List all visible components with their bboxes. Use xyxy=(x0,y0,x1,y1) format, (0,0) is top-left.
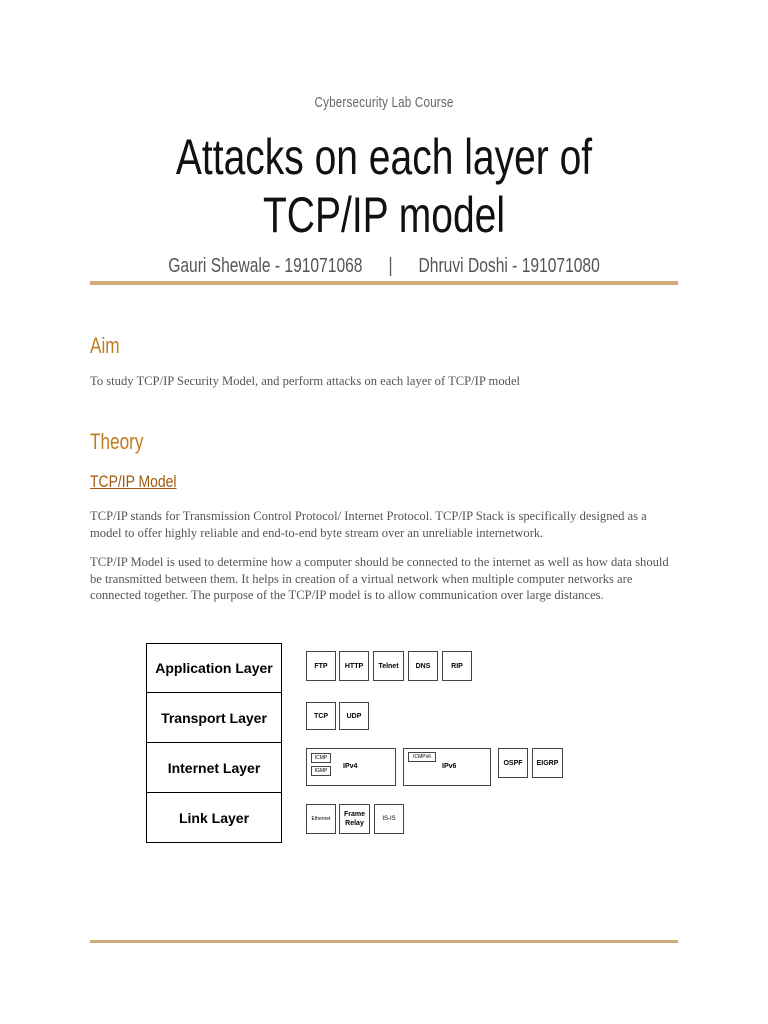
protocol-is-is: IS-IS xyxy=(374,804,404,834)
layer-application: Application Layer xyxy=(146,643,282,693)
course-name: Cybersecurity Lab Course xyxy=(314,94,454,111)
protocol-icmpv6: ICMPv6 xyxy=(408,752,436,762)
footer-divider xyxy=(90,940,678,943)
protocol-dns: DNS xyxy=(408,651,438,681)
theory-heading: Theory xyxy=(90,429,144,454)
protocol-eigrp: EIGRP xyxy=(532,748,563,778)
protocol-http: HTTP xyxy=(339,651,369,681)
protocol-telnet: Telnet xyxy=(373,651,404,681)
protocol-udp: UDP xyxy=(339,702,369,730)
layer-transport: Transport Layer xyxy=(146,693,282,743)
document-title: Attacks on each layer of TCP/IP model xyxy=(175,129,593,243)
authors-line: Gauri Shewale - 191071068 | Dhruvi Doshi - 191071080 xyxy=(168,255,600,277)
protocol-ipv4: IPv4 xyxy=(343,763,358,770)
protocol-igmp: IGMP xyxy=(311,766,331,776)
theory-paragraph-2: TCP/IP Model is used to determine how a computer should be connected to the internet as well as how data should be transmitted between them. It helps in creation of a virtual network when multiple computer networks are connected together. The purpose of the TCP/IP model is to allow communication over large distances. xyxy=(90,555,669,602)
layer-link: Link Layer xyxy=(146,793,282,843)
protocol-icmp: ICMP xyxy=(311,753,331,763)
protocol-frame-relay: Frame Relay xyxy=(339,804,370,834)
tcpip-model-heading: TCP/IP Model xyxy=(90,472,177,491)
protocol-ospf: OSPF xyxy=(498,748,528,778)
protocol-ftp: FTP xyxy=(306,651,336,681)
protocol-ethernet: Ethernet xyxy=(306,804,336,834)
aim-text: To study TCP/IP Security Model, and perform attacks on each layer of TCP/IP model xyxy=(90,374,521,388)
tcpip-layer-stack xyxy=(146,643,282,843)
aim-heading: Aim xyxy=(90,333,120,358)
protocol-rip: RIP xyxy=(442,651,472,681)
theory-paragraph-1: TCP/IP stands for Transmission Control Protocol/ Internet Protocol. TCP/IP Stack is specifically designed as a model to offer highly reliable and end-to-end byte stream over an unreliable internetwork. xyxy=(90,509,647,540)
protocol-ipv6: IPv6 xyxy=(442,763,457,770)
header-divider xyxy=(90,281,678,285)
layer-internet: Internet Layer xyxy=(146,743,282,793)
protocol-tcp: TCP xyxy=(306,702,336,730)
